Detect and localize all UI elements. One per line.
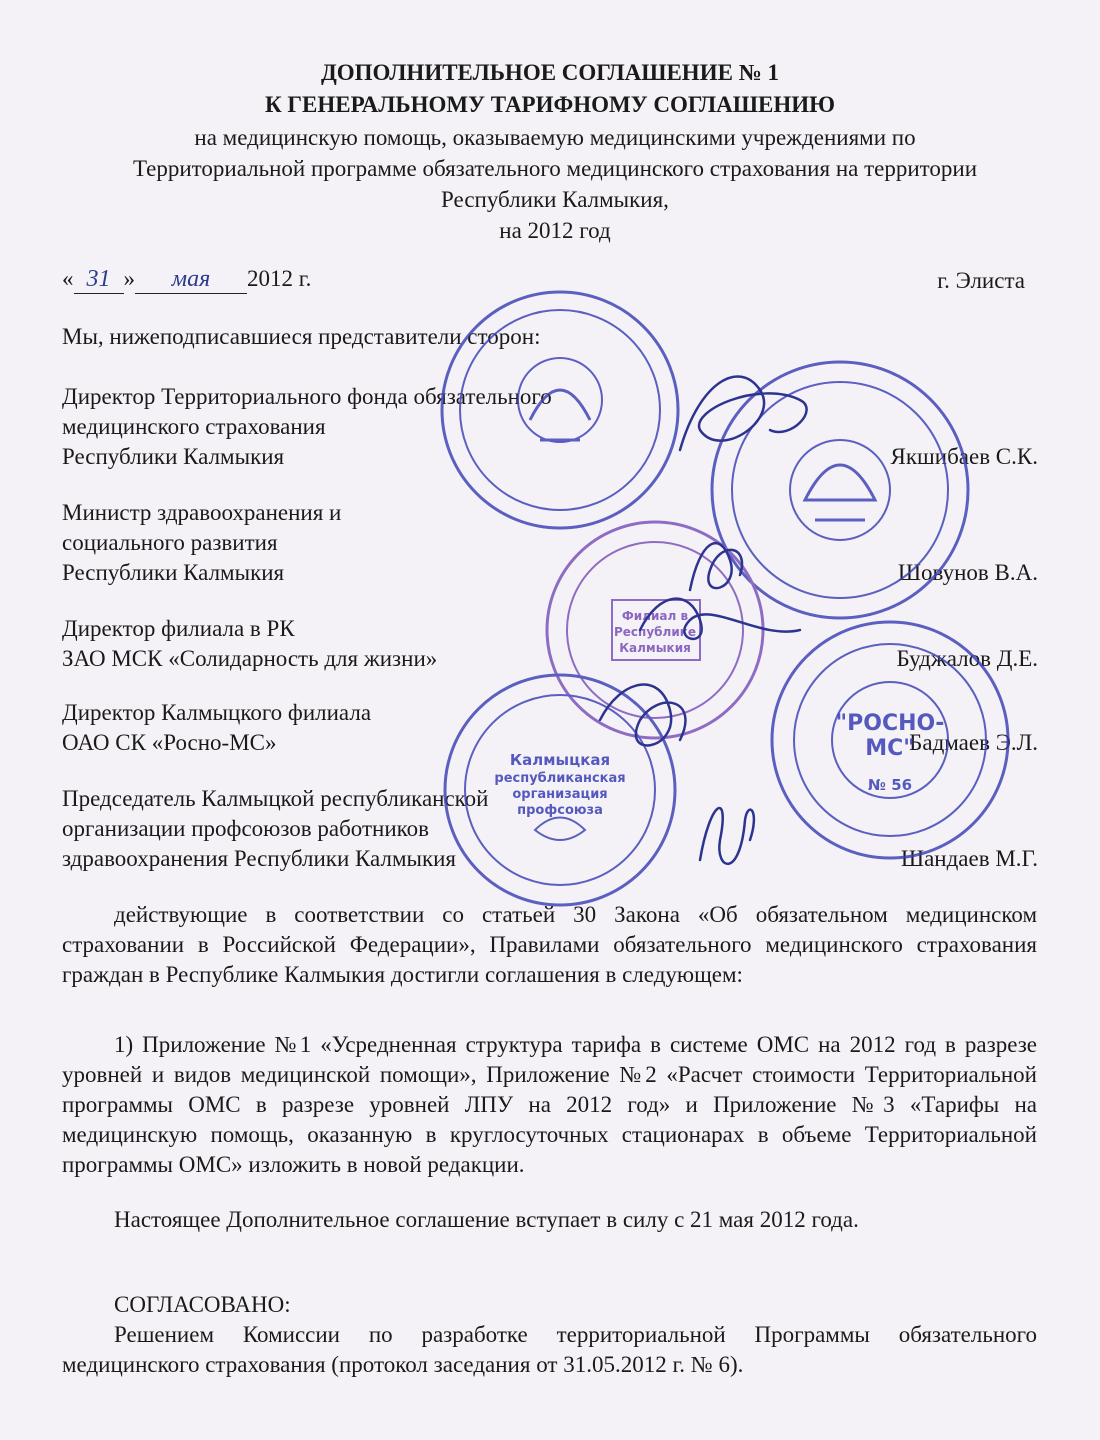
signatory-position: Директор филиала в РК ЗАО МСК «Солидарность для жизни» bbox=[62, 616, 438, 671]
document-title: ДОПОЛНИТЕЛЬНОЕ СОГЛАШЕНИЕ № 1 bbox=[320, 60, 780, 85]
document-title-line2: К ГЕНЕРАЛЬНОМУ ТАРИФНОМУ СОГЛАШЕНИЮ bbox=[264, 92, 836, 117]
date-year: 2012 г. bbox=[247, 266, 312, 291]
svg-text:МС": МС" bbox=[865, 736, 915, 761]
intro-text: Мы, нижеподписавшиеся представители сторон: bbox=[62, 324, 541, 349]
solidarity-stamp-text: Филиал в bbox=[621, 609, 689, 623]
signature-2 bbox=[690, 543, 742, 590]
signatory-name: Шандаев М.Г. bbox=[900, 846, 1038, 871]
agreed-heading: СОГЛАСОВАНО: bbox=[114, 1292, 291, 1317]
date-month: мая bbox=[135, 266, 247, 294]
signatory-position: Директор Калмыцкого филиала ОАО СК «Росно-МС» bbox=[62, 700, 372, 755]
svg-text:профсоюза: профсоюза bbox=[517, 803, 603, 818]
body-paragraph-4: Решением Комиссии по разработке территориальной Программы обязательного медицинского страхования (протокол заседания от 31.05.2012 г. № 6). bbox=[62, 1322, 1037, 1377]
body-paragraph-2: 1) Приложение №1 «Усредненная структура тарифа в системе ОМС на 2012 год в разрезе уровней и видов медицинской помощи», Приложение №2 «Расчет стоимости Территориальной программы ОМС в разрезе уровней ЛПУ на 2012 год» и Приложение №3 «Тарифы на медицинскую помощь, оказанную в круглосуточных стационарах в объеме Территориальной программы ОМС» изложить в новой редакции. bbox=[62, 1032, 1037, 1177]
union-stamp-text: Калмыцкая bbox=[509, 751, 611, 769]
svg-text:№ 56: № 56 bbox=[867, 776, 913, 794]
signatory-name: Буджалов Д.Е. bbox=[896, 646, 1038, 671]
svg-text:Калмыкия: Калмыкия bbox=[619, 641, 691, 655]
signatory-position: Председатель Калмыцкой республиканской организации профсоюзов работников здравоохранения Республики Калмыкия bbox=[62, 786, 489, 871]
svg-text:организация: организация bbox=[512, 787, 608, 802]
svg-text:Республике: Республике bbox=[613, 625, 697, 639]
signature-4 bbox=[600, 685, 685, 746]
svg-text:республиканская: республиканская bbox=[494, 771, 626, 786]
signatory-position: Директор Территориального фонда обязательного медицинского страхования Республики Калмыкия bbox=[62, 384, 552, 469]
signature-5 bbox=[700, 808, 754, 864]
city: г. Элиста bbox=[937, 268, 1025, 293]
signature-3 bbox=[640, 599, 800, 639]
date-line: « 31 » мая 2012 г. bbox=[62, 266, 312, 292]
signatory-name: Бадмаев Э.Л. bbox=[909, 730, 1038, 755]
signatory-position: Министр здравоохранения и социального развития Республики Калмыкия bbox=[62, 500, 342, 585]
body-paragraph-3: Настоящее Дополнительное соглашение вступает в силу с 21 мая 2012 года. bbox=[114, 1207, 859, 1232]
body-paragraph-1: действующие в соответствии со статьей 30 Закона «Об обязательном медицинском страховании в Российской Федерации», Правилами обязательного медицинского страхования граждан в Республике Калмыкия достигли соглашения в следующем: bbox=[62, 902, 1037, 987]
date-day: 31 bbox=[74, 266, 124, 294]
document-subtitle: на медицинскую помощь, оказываемую медицинскими учреждениями по Территориальной программе обязательного медицинского страхования на территории Республики Калмыкия, на 2012 год bbox=[132, 125, 978, 243]
signatory-name: Якшибаев С.К. bbox=[890, 444, 1038, 469]
signatory-name: Шовунов В.А. bbox=[897, 560, 1038, 585]
rosno-stamp-text: "РОСНО- bbox=[835, 711, 945, 736]
signature-1 bbox=[680, 377, 807, 451]
solidarity-stamp bbox=[547, 522, 763, 738]
